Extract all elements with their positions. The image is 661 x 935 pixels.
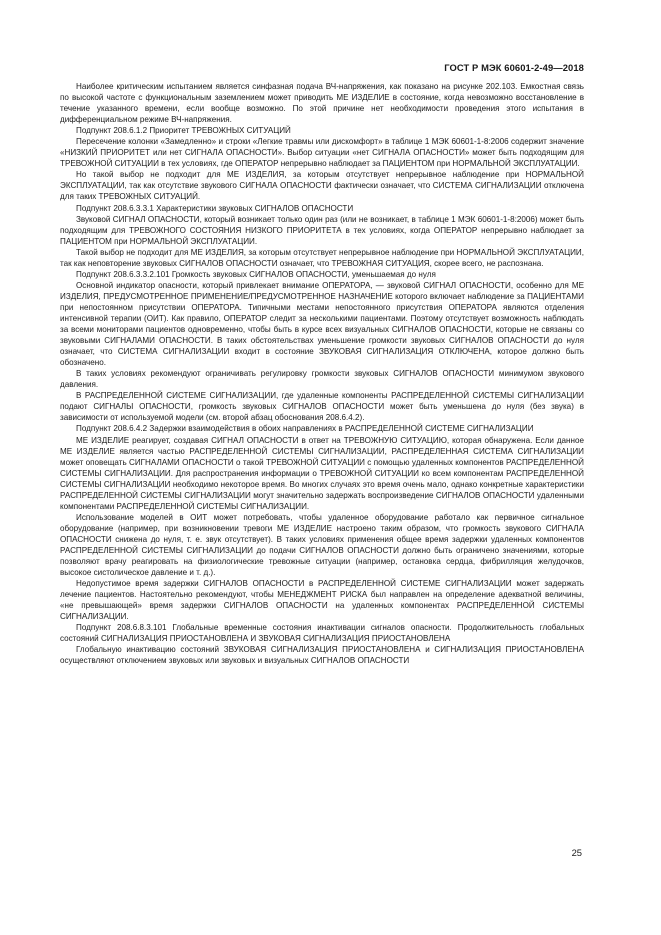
paragraph: Использование моделей в ОИТ может потребовать, чтобы удаленное оборудование работало как первичное сигнальное оборудование (например, при возникновении тревоги МЕ ИЗДЕЛИЕ настроено таким образом, что громкость звукового СИГНАЛА ОПАСНОСТИ снижена до нуля, т. е. звук отсутствует). В таких условиях применения общее время задержки удаленных компонентов РАСПРЕДЕЛЕННОЙ СИСТЕМЫ СИГНАЛИЗАЦИИ до подачи СИГНАЛОВ ОПАСНОСТИ должно быть ограничено значениями, которые позволяют врачу реагировать на физиологические тревожные ситуации (например, остановка сердца, фибрилляция желудочков, высокое систолическое давление и т. д.). — [60, 512, 584, 578]
paragraph: Глобальную инактивацию состояний ЗВУКОВАЯ СИГНАЛИЗАЦИЯ ПРИОСТАНОВЛЕНА и СИГНАЛИЗАЦИЯ ПРИОСТАНОВЛЕНА осуществляют отключением звуковых или звуковых и визуальных СИГНАЛОВ ОПАСНОСТИ — [60, 645, 584, 666]
subclause-heading: Подпункт 208.6.3.3.2.101 Громкость звуковых СИГНАЛОВ ОПАСНОСТИ, уменьшаемая до нуля — [76, 269, 436, 279]
standard-header: ГОСТ Р МЭК 60601-2-49—2018 — [444, 62, 584, 73]
paragraph: Наиболее критическим испытанием является синфазная подача ВЧ-напряжения, как показано на рисунке 202.103. Емкостная связь по высокой частоте с функциональным заземлением может приводить МЕ ИЗДЕЛИЕ в состояние, когда невозможно восстановление в течение указанного времени, если вообще возможно. По этой причине нет необходимости проведения этого испытания в дифференциальном режиме ВЧ-напряжения. — [60, 82, 584, 125]
paragraph: Пересечение колонки «Замедленно» и строки «Легкие травмы или дискомфорт» в таблице 1 МЭК 60601-1-8:2006 содержит значение «НИЗКИЙ ПРИОРИТЕТ или нет СИГНАЛА ОПАСНОСТИ». Выбор ситуации «нет СИГНАЛА ОПАСНОСТИ» может быть подходящим для ТРЕВОЖНОЙ СИТУАЦИИ в тех условиях, где ОПЕРАТОР непрерывно наблюдает за ПАЦИЕНТОМ при НОРМАЛЬНОЙ ЭКСПЛУАТАЦИИ. — [60, 137, 584, 169]
paragraph: В РАСПРЕДЕЛЕННОЙ СИСТЕМЕ СИГНАЛИЗАЦИИ, где удаленные компоненты РАСПРЕДЕЛЕННОЙ СИСТЕМЫ СИГНАЛИЗАЦИИ подают СИГНАЛЫ ОПАСНОСТИ, громкость звуковых СИГНАЛОВ ОПАСНОСТИ может быть уменьшена до нуля (без звука) в зависимости от используемой модели (см. второй абзац обоснования 208.6.4.2). — [60, 391, 584, 423]
paragraph: Основной индикатор опасности, который привлекает внимание ОПЕРАТОРА, — звуковой СИГНАЛ ОПАСНОСТИ, особенно для МЕ ИЗДЕЛИЯ, ПРЕДУСМОТРЕННОЕ ПРИМЕНЕНИЕ/ПРЕДУСМОТРЕННОЕ НАЗНАЧЕНИЕ которого включает наблюдение за ПАЦИЕНТАМИ при непостоянном присутствии ОПЕРАТОРА. Типичными местами непостоянного присутствия ОПЕРАТОРА являются отделения интенсивной терапии (ОИТ). Как правило, ОПЕРАТОР следит за несколькими пациентами. Поэтому отсутствует возможность наблюдать за всеми мониторами пациентов одновременно, чтобы быть в курсе всех визуальных СИГНАЛОВ ОПАСНОСТИ, которые не связаны со звуковыми СИГНАЛАМИ ОПАСНОСТИ. В таких обстоятельствах уменьшение громкости звуковых СИГНАЛОВ ОПАСНОСТИ до нуля означает, что СИСТЕМА СИГНАЛИЗАЦИИ входит в состояние ЗВУКОВАЯ СИГНАЛИЗАЦИЯ ОТКЛЮЧЕНА, которое должно быть обозначено. — [60, 280, 584, 368]
paragraph: МЕ ИЗДЕЛИЕ реагирует, создавая СИГНАЛ ОПАСНОСТИ в ответ на ТРЕВОЖНУЮ СИТУАЦИЮ, которая обнаружена. Если данное МЕ ИЗДЕЛИЕ является частью РАСПРЕДЕЛЕННОЙ СИСТЕМЫ СИГНАЛИЗАЦИИ, РАСПРЕДЕЛЕННАЯ СИСТЕМА СИГНАЛИЗАЦИИ может оповещать СИГНАЛАМИ ОПАСНОСТИ о такой ТРЕВОЖНОЙ СИТУАЦИИ с помощью удаленных компонентов РАСПРЕДЕЛЕННОЙ СИСТЕМЫ СИГНАЛИЗАЦИИ. Для распространения информации о ТРЕВОЖНОЙ СИТУАЦИИ ко всем компонентам РАСПРЕДЕЛЕННОЙ СИСТЕМЫ СИГНАЛИЗАЦИИ необходимо некоторое время. Во многих случаях это время очень мало, однако конкретные характеристики РАСПРЕДЕЛЕННОЙ СИСТЕМЫ СИГНАЛИЗАЦИИ могут значительно задержать воспроизведение СИГНАЛОВ ОПАСНОСТИ удаленными компонентами РАСПРЕДЕЛЕННОЙ СИСТЕМЫ СИГНАЛИЗАЦИИ. — [60, 435, 584, 511]
document-body — [60, 81, 584, 666]
paragraph: Недопустимое время задержки СИГНАЛОВ ОПАСНОСТИ в РАСПРЕДЕЛЕННОЙ СИСТЕМЕ СИГНАЛИЗАЦИИ может задержать лечение пациентов. Настоятельно рекомендуют, чтобы МЕНЕДЖМЕНТ РИСКА был направлен на определение адекватной величины, «не превышающей» время задержки СИГНАЛОВ ОПАСНОСТИ на удаленных компонентах РАСПРЕДЕЛЕННОЙ СИСТЕМЫ СИГНАЛИЗАЦИИ. — [60, 579, 584, 622]
page-number: 25 — [571, 847, 582, 858]
paragraph: Звуковой СИГНАЛ ОПАСНОСТИ, который возникает только один раз (или не возникает, в таблице 1 МЭК 60601-1-8:2006) может быть подходящим для ТРЕВОЖНОГО СОСТОЯНИЯ НИЗКОГО ПРИОРИТЕТА в тех условиях, когда ОПЕРАТОР непрерывно наблюдает за ПАЦИЕНТОМ при НОРМАЛЬНОЙ ЭКСПЛУАТАЦИИ. — [60, 214, 584, 246]
subclause-heading: Подпункт 208.6.4.2 Задержки взаимодействия в обоих направлениях в РАСПРЕДЕЛЕННОЙ СИСТЕМЕ СИГНАЛИЗАЦИИ — [76, 424, 534, 434]
paragraph: Такой выбор не подходит для МЕ ИЗДЕЛИЯ, за которым отсутствует непрерывное наблюдение при НОРМАЛЬНОЙ ЭКСПЛУАТАЦИИ, так как неповторение звуковых СИГНАЛОВ ОПАСНОСТИ означает, что ТРЕВОЖНАЯ СИТУАЦИЯ, скорее всего, не распознана. — [60, 247, 584, 268]
subclause-heading: Подпункт 208.6.8.3.101 Глобальные временные состояния инактивации сигналов опасности. Продолжительность глобальных состояний СИГНАЛИЗАЦИЯ ПРИОСТАНОВЛЕНА И ЗВУКОВАЯ СИГНАЛИЗАЦИЯ ПРИОСТАНОВЛЕНА — [60, 623, 584, 644]
subclause-heading: Подпункт 208.6.3.3.1 Характеристики звуковых СИГНАЛОВ ОПАСНОСТИ — [76, 203, 354, 213]
paragraph: Но такой выбор не подходит для МЕ ИЗДЕЛИЯ, за которым отсутствует непрерывное наблюдение при НОРМАЛЬНОЙ ЭКСПЛУАТАЦИИ, так как отсутствие звукового СИГНАЛА ОПАСНОСТИ фактически означает, что СИСТЕМА СИГНАЛИЗАЦИИ отключена для таких ТРЕВОЖНЫХ СИТУАЦИЙ. — [60, 170, 584, 202]
paragraph: В таких условиях рекомендуют ограничивать регулировку громкости звуковых СИГНАЛОВ ОПАСНОСТИ минимумом звукового давления. — [60, 369, 584, 390]
subclause-heading: Подпункт 208.6.1.2 Приоритет ТРЕВОЖНЫХ СИТУАЦИЙ — [76, 126, 291, 136]
